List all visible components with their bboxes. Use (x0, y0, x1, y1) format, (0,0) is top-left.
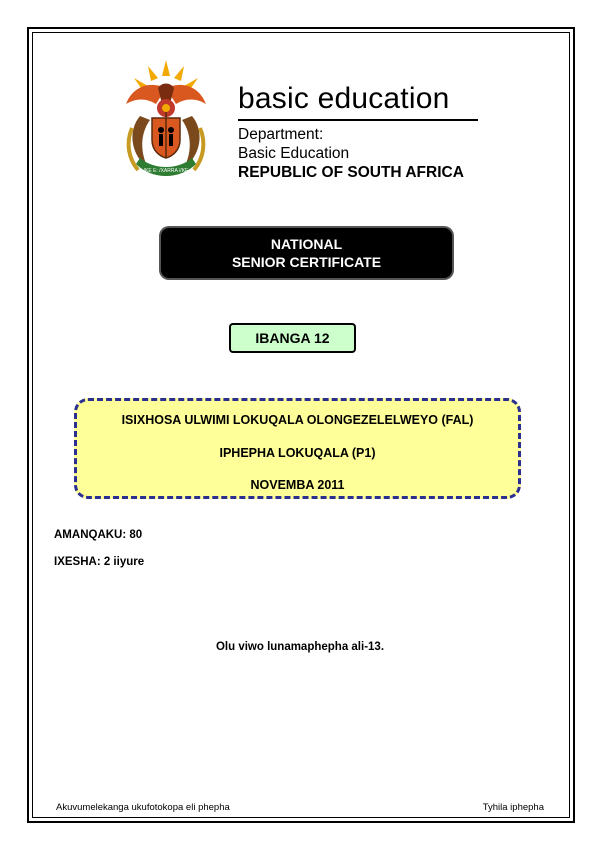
exam-session: NOVEMBA 2011 (250, 478, 345, 492)
certificate-line-1: NATIONAL (270, 236, 343, 252)
page-count-note: Olu viwo lunamaphepha ali-13. (215, 641, 385, 653)
footer-copyright: Akuvumelekanga ukufotokopa eli phepha (56, 802, 230, 813)
brand-divider (238, 119, 478, 121)
subject-title: ISIXHOSA ULWIMI LOKUQALA OLONGEZELELWEYO (FAL) (121, 413, 474, 427)
department-name: Basic Education (238, 145, 350, 162)
marks-label: AMANQAKU: 80 (54, 529, 143, 541)
republic-label: REPUBLIC OF SOUTH AFRICA (238, 164, 464, 181)
certificate-banner (161, 228, 452, 278)
certificate-line-2: SENIOR CERTIFICATE (231, 254, 382, 270)
grade-badge: IBANGA 12 (229, 323, 356, 353)
paper-label: IPHEPHA LOKUQALA (P1) (219, 446, 376, 460)
coat-of-arms-icon (118, 58, 214, 184)
brand-block (238, 80, 478, 182)
footer-turn-page: Tyhila iphepha (482, 802, 544, 813)
svg-text:!KE E: /XARRA //KE: !KE E: /XARRA //KE (143, 168, 189, 174)
brand-title: basic education (238, 82, 450, 115)
subject-box (74, 398, 521, 499)
time-label: IXESHA: 2 iiyure (54, 556, 145, 568)
department-label: Department: (238, 126, 324, 143)
